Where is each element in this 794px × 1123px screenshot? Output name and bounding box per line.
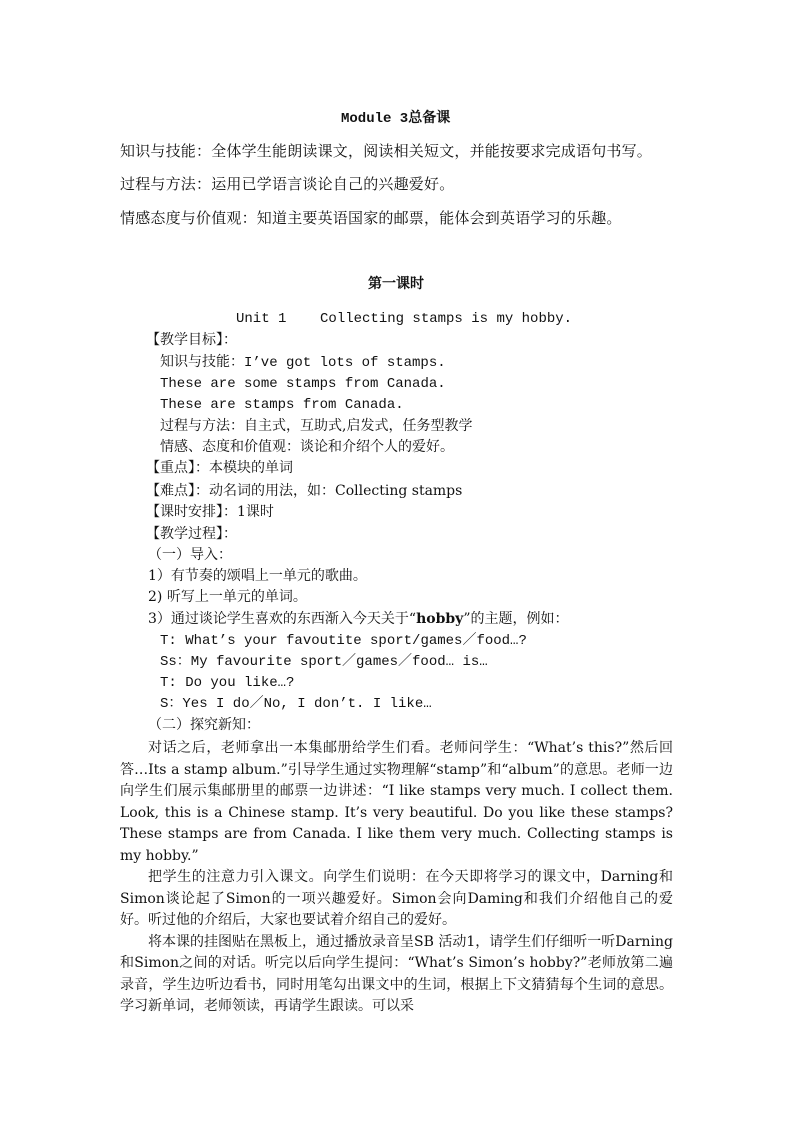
step-2: 2) 听写上一单元的单词。 bbox=[148, 589, 307, 605]
step-3 bbox=[148, 609, 568, 629]
key-point: 【重点】：本模块的单词 bbox=[146, 460, 293, 476]
objective-knowledge: 知识与技能：I’ve got lots of stamps. bbox=[160, 355, 446, 371]
schedule: 【课时安排】：1课时 bbox=[146, 504, 274, 520]
step-3-keyword: hobby bbox=[416, 611, 464, 627]
objective-emotion: 情感、态度和价值观：谈论和介绍个人的爱好。 bbox=[160, 439, 454, 455]
unit-title: Unit 1 Collecting stamps is my hobby. bbox=[236, 311, 573, 327]
step-1: 1）有节奏的颂唱上一单元的歌曲。 bbox=[148, 568, 367, 584]
body-paragraphs bbox=[120, 738, 673, 1018]
paragraph-2: 把学生的注意力引入课文。向学生们说明：在今天即将学习的课文中，Darning和Simon谈论起了Simon的一项兴趣爱好。Simon会向Daming和我们介绍他自己的爱好。听过他的介绍后，大家也要试着介绍自己的爱好。 bbox=[120, 869, 673, 928]
goal-process: 过程与方法：运用已学语言谈论自己的兴趣爱好。 bbox=[120, 175, 455, 193]
dialog-line-1: T: What’s your favoutite sport/games／food…? bbox=[160, 633, 527, 649]
dialog-line-3: T: Do you like…? bbox=[160, 675, 295, 691]
paragraph-3: 将本课的挂图贴在黑板上，通过播放录音呈SB 活动1，请学生们仔细听一听Darning和Simon之间的对话。听完以后向学生提问：“What’s Simon’s hobby?”老师放第二遍录音，学生边听边看书，同时用笔勾出课文中的生词，根据上下文猜猜每个生词的意思。学习新单词，老师领读，再请学生跟读。可以采 bbox=[120, 933, 673, 1014]
goal-knowledge: 知识与技能：全体学生能朗读课文，阅读相关短文，并能按要求完成语句书写。 bbox=[120, 142, 653, 160]
step-3-tail: ”的主题，例如： bbox=[463, 611, 569, 627]
dialog-line-2: Ss：My favourite sport／games／food… is… bbox=[160, 654, 488, 670]
goal-emotion: 情感态度与价值观：知道主要英语国家的邮票，能体会到英语学习的乐趣。 bbox=[120, 209, 622, 227]
explore-label: （二）探究新知： bbox=[148, 717, 260, 733]
step-3-text: 3）通过谈论学生喜欢的东西渐入今天关于“ bbox=[148, 611, 417, 627]
intro-label: （一）导入： bbox=[148, 547, 232, 563]
lesson-heading: 第一课时 bbox=[368, 276, 424, 292]
paragraph-1: 对话之后，老师拿出一本集邮册给学生们看。老师问学生：“What’s this?”然后回答…Its a stamp album.”引导学生通过实物理解“stamp”和“album”的意思。老师一边向学生们展示集邮册里的邮票一边讲述：“I like stamps very much. I collect them. Look, this is a Chinese stamp. It’s very beautiful. Do you like these stamps? These stamps are from Canada. I like them very much. Collecting stamps is my hobby.” bbox=[120, 740, 673, 864]
objective-process: 过程与方法：自主式，互助式,启发式，任务型教学 bbox=[160, 418, 473, 434]
objective-line-3: These are stamps from Canada. bbox=[160, 397, 404, 413]
procedure-label: 【教学过程】： bbox=[146, 526, 237, 542]
objective-line-2: These are some stamps from Canada. bbox=[160, 376, 446, 392]
dialog-line-4: S：Yes I do／No, I don’t. I like… bbox=[160, 696, 432, 712]
page-title: Module 3总备课 bbox=[341, 111, 451, 127]
objectives-label: 【教学目标】： bbox=[146, 332, 237, 348]
difficulty: 【难点】：动名词的用法，如：Collecting stamps bbox=[146, 483, 463, 499]
